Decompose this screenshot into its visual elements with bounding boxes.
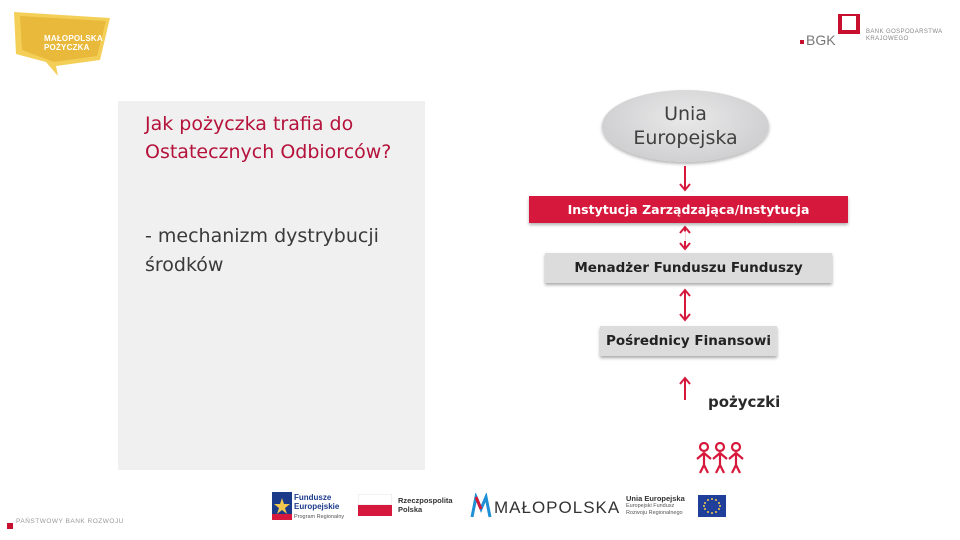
intermediaries-box: Pośrednicy Finansowi <box>600 326 777 356</box>
fe-star-icon <box>272 492 292 520</box>
rzeczpospolita-logo <box>358 494 458 520</box>
rp-line-2: Polska <box>398 505 423 514</box>
footer-mark <box>7 523 13 529</box>
malopolska-m-icon <box>470 493 492 519</box>
panel-subtitle: - mechanizm dystrybucji środków <box>145 225 379 276</box>
ue-line-1: Unia Europejska <box>626 494 685 503</box>
malopolska-pozyczka-logo <box>12 10 112 76</box>
panel-question: Jak pożyczka trafia do Ostatecznych Odbiorców? <box>145 113 392 163</box>
fund-manager-box: Menadżer Funduszu Funduszy <box>545 253 832 283</box>
fe-line-3: Program Regionalny <box>294 514 345 520</box>
poland-flag-icon <box>358 494 392 516</box>
ue-line-3: Rozwoju Regionalnego <box>626 510 683 516</box>
managing-authority-box: Instytucja Zarządzająca/Instytucja Pośrednicząca <box>529 196 848 223</box>
unia-europejska-logo <box>626 493 730 523</box>
logo-line-2: POŻYCZKA <box>44 43 90 52</box>
double-arrow-icon <box>680 378 690 400</box>
bgk-mark-text: BGK <box>806 32 836 48</box>
malopolska-text: MAŁOPOLSKA <box>494 498 621 517</box>
rp-line-1: Rzeczpospolita <box>398 496 453 505</box>
fundusze-europejskie-logo <box>272 492 352 522</box>
people-group-icon <box>694 441 746 475</box>
ue-line-2: Europejski Fundusz <box>626 503 675 509</box>
bgk-name-line-2: KRAJOWEGO <box>866 36 909 42</box>
eu-ellipse <box>602 90 769 162</box>
eu-line-2: Europejska <box>633 127 738 149</box>
loans-label: pożyczki <box>708 393 781 411</box>
bgk-mark-icon <box>800 14 860 48</box>
eu-flag-icon <box>698 495 726 517</box>
double-arrow-icon <box>680 290 690 320</box>
logo-line-1: MAŁOPOLSKA <box>44 34 103 43</box>
fe-line-1: Fundusze <box>294 493 332 502</box>
arrow-down-icon <box>680 166 690 190</box>
bgk-name-line-1: BANK GOSPODARSTWA <box>866 29 943 35</box>
bgk-logo <box>800 14 950 54</box>
footer-small-text: PAŃSTWOWY BANK ROZWOJU <box>16 518 124 525</box>
eu-line-1: Unia <box>664 103 707 125</box>
fe-line-2: Europejskie <box>294 502 340 511</box>
malopolska-logo <box>470 493 620 523</box>
